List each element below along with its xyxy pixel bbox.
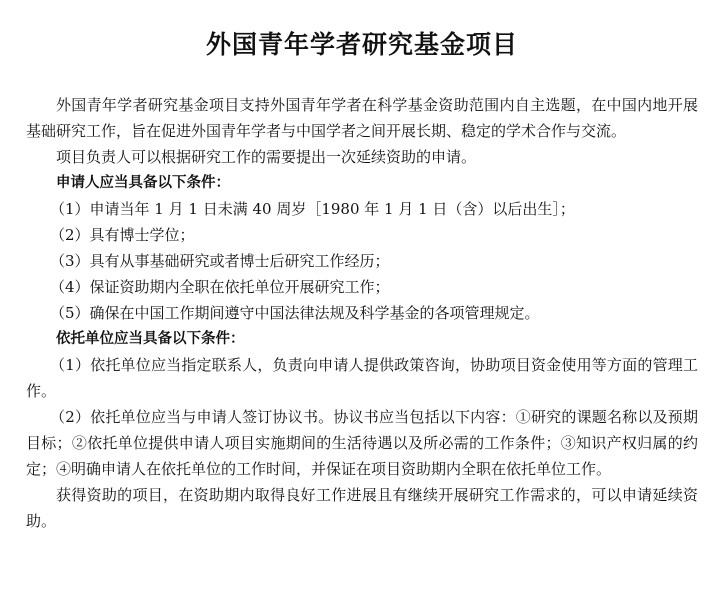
applicant-condition-4: （4）保证资助期内全职在依托单位开展研究工作； (50, 278, 390, 296)
applicant-condition-5: （5）确保在中国工作期间遵守中国法律法规及科学基金的各项管理规定。 (50, 304, 540, 322)
page-title: 外国青年学者研究基金项目 (205, 30, 518, 59)
intro-paragraph-1: 外国青年学者研究基金项目支持外国青年学者在科学基金资助范围内自主选题，在中国内地开展基础研究工作，旨在促进外国青年学者与中国学者之间开展长期、稳定的学术合作与交流。 (26, 96, 698, 140)
host-condition-2: （2）依托单位应当与申请人签订协议书。协议书应当包括以下内容：①研究的课题名称以及预期目标；②依托单位提供申请人项目实施期间的生活待遇以及所必需的工作条件；③知识产权归属的约定；④明确申请人在依托单位的工作时间，并保证在项目资助期内全职在依托单位工作。 (26, 408, 698, 478)
applicant-condition-1: （1）申请当年 1 月 1 日未满 40 周岁［1980 年 1 月 1 日（含）以后出生］； (50, 200, 575, 218)
host-condition-1: （1）依托单位应当指定联系人，负责向申请人提供政策咨询，协助项目资金使用等方面的管理工作。 (26, 356, 698, 400)
host-institution-conditions-heading: 依托单位应当具备以下条件： (56, 331, 245, 347)
document-body (26, 92, 698, 534)
closing-paragraph: 获得资助的项目，在资助期内取得良好工作进展且有继续开展研究工作需求的，可以申请延续资助。 (26, 486, 698, 530)
applicant-condition-3: （3）具有从事基础研究或者博士后研究工作经历； (50, 252, 390, 270)
applicant-conditions-heading: 申请人应当具备以下条件： (56, 175, 230, 191)
applicant-condition-2: （2）具有博士学位； (50, 226, 195, 244)
intro-paragraph-2: 项目负责人可以根据研究工作的需要提出一次延续资助的申请。 (56, 148, 477, 166)
